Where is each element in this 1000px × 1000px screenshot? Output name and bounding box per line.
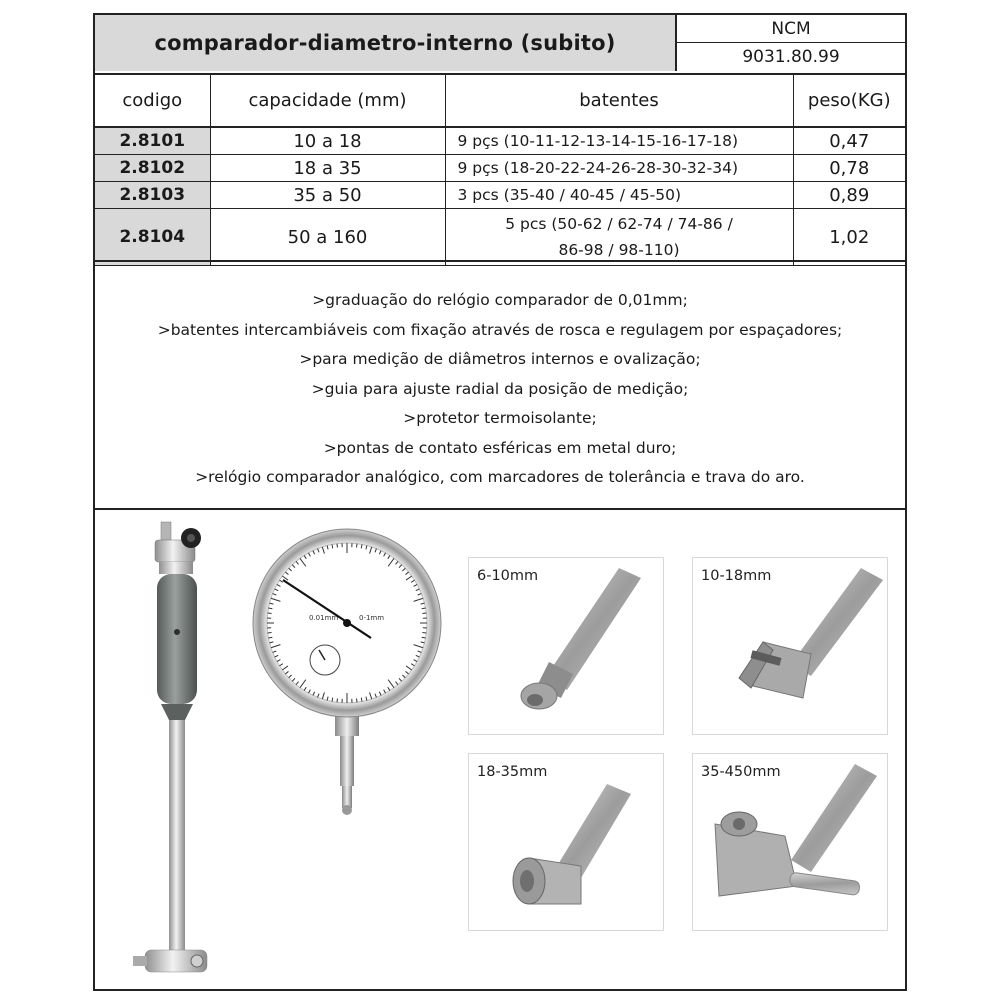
column-header-weight: peso(KG): [793, 74, 905, 128]
tip-image-18-35: [469, 754, 664, 931]
product-images: [95, 510, 905, 989]
row-stops: 3 pcs (35-40 / 40-45 / 45-50): [445, 182, 793, 209]
row-code: 2.8103: [95, 182, 210, 209]
dial-tick: [268, 613, 272, 614]
tip-image-6-10: [469, 558, 664, 735]
row-code: 2.8102: [95, 155, 210, 182]
table-row: [95, 155, 905, 182]
row-code: 2.8104: [95, 209, 210, 266]
tip-image-35-450: [693, 754, 888, 931]
header: [95, 15, 905, 75]
dial-tick: [337, 698, 338, 702]
product-title: comparador-diametro-interno (subito): [95, 15, 677, 71]
row-capacity: 50 a 160: [210, 209, 445, 266]
row-stops: [445, 209, 793, 266]
tip-label: 10-18mm: [701, 568, 772, 584]
column-header-stops: batentes: [445, 74, 793, 128]
row-weight: 0,89: [793, 182, 905, 209]
feature-item: >para medição de diâmetros internos e ovalização;: [299, 350, 701, 368]
dial-tick: [337, 544, 338, 548]
tip-label: 6-10mm: [477, 568, 539, 584]
feature-item: >relógio comparador analógico, com marcadores de tolerância e trava do aro.: [195, 468, 805, 486]
row-weight: 1,02: [793, 209, 905, 266]
row-capacity: 18 a 35: [210, 155, 445, 182]
table-row: [95, 209, 905, 266]
column-header-code: codigo: [95, 74, 210, 128]
ncm-label: NCM: [677, 15, 905, 43]
row-weight: 0,78: [793, 155, 905, 182]
dial-tick: [357, 698, 358, 702]
dial-tick: [357, 544, 358, 548]
row-weight: 0,47: [793, 127, 905, 155]
dial-tick: [422, 613, 426, 614]
row-stops-line-2: 86-98 / 98-110): [558, 241, 680, 259]
tip-image-10-18: [693, 558, 888, 735]
ncm-code: 9031.80.99: [742, 47, 840, 67]
spec-table: [95, 73, 905, 266]
spec-sheet: [93, 13, 907, 991]
feature-item: >batentes intercambiáveis com fixação através de rosca e regulagem por espaçadores;: [157, 320, 843, 339]
bore-gauge-image: [115, 520, 255, 980]
feature-item: >protetor termoisolante;: [403, 409, 597, 427]
column-header-capacity: capacidade (mm): [210, 74, 445, 128]
feature-list: [95, 260, 905, 510]
dial-tick: [422, 633, 426, 634]
dial-text-right: 0-1mm: [359, 614, 385, 622]
tip-panel: [692, 557, 888, 735]
row-capacity: 10 a 18: [210, 127, 445, 155]
tip-panel: [468, 753, 664, 931]
dial-indicator-image: [247, 528, 457, 828]
tip-panel: [468, 557, 664, 735]
feature-item: >graduação do relógio comparador de 0,01mm;: [312, 291, 688, 309]
tip-panel: [692, 753, 888, 931]
feature-item: >pontas de contato esféricas em metal duro;: [323, 438, 677, 457]
row-stops: 9 pçs (10-11-12-13-14-15-16-17-18): [445, 127, 793, 155]
row-code: 2.8101: [95, 127, 210, 155]
dial-tick: [268, 633, 272, 634]
feature-item: >guia para ajuste radial da posição de medição;: [311, 379, 689, 398]
row-capacity: 35 a 50: [210, 182, 445, 209]
table-header-row: [95, 74, 905, 128]
table-row: [95, 127, 905, 155]
tip-label: 18-35mm: [477, 764, 548, 780]
tip-label: 35-450mm: [701, 764, 781, 780]
table-row: [95, 182, 905, 209]
dial-text-left: 0.01mm: [309, 614, 339, 622]
row-stops-line-1: 5 pcs (50-62 / 62-74 / 74-86 /: [505, 215, 733, 233]
row-stops: 9 pçs (18-20-22-24-26-28-30-32-34): [445, 155, 793, 182]
